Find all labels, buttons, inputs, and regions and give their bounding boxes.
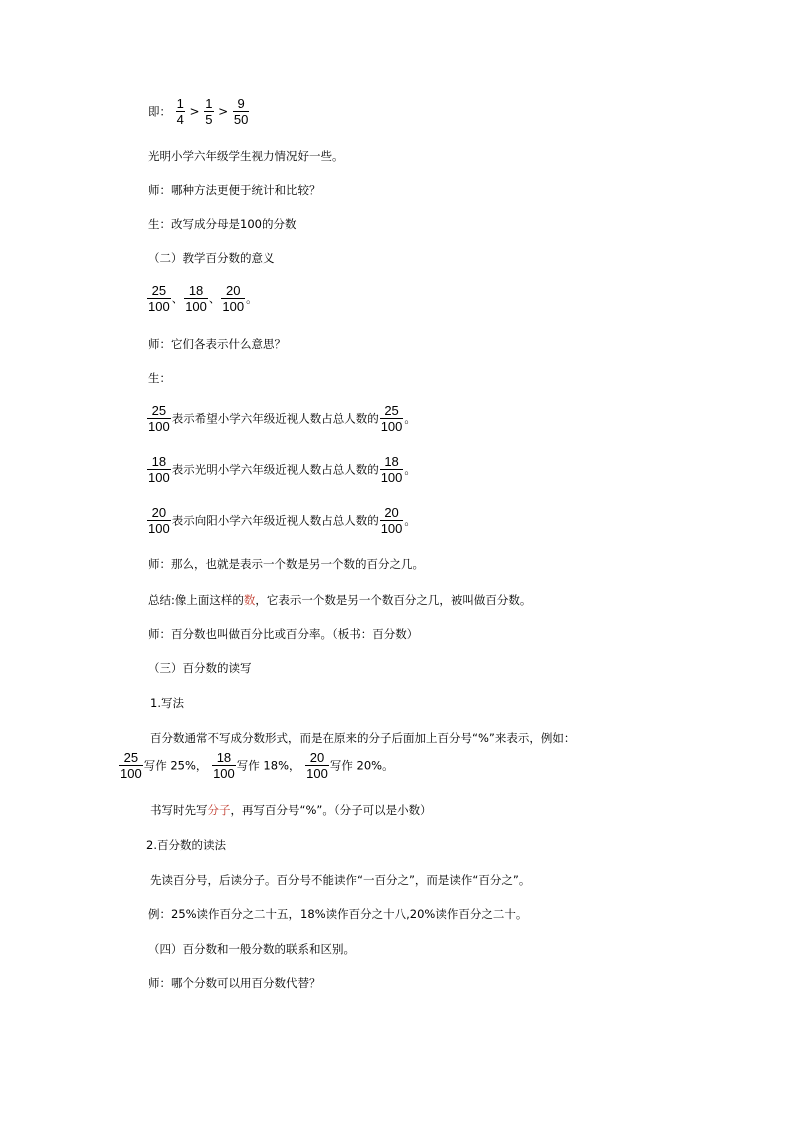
section-heading: （四）百分数和一般分数的联系和区别。 [148,942,355,956]
paragraph: 先读百分号，后读分子。百分号不能读作“一百分之”，而是读作“百分之”。 [150,873,531,887]
subheading: 2.百分数的读法 [146,838,226,852]
subheading: 1.写法 [150,696,184,710]
fraction: $\frac{9}{50}$ [233,96,249,127]
prefix: 即： [148,104,171,119]
paragraph: 师：哪个分数可以用百分数代替？ [148,976,321,990]
fraction: $\frac{25}{100}$ [148,403,170,434]
fraction: $\frac{18}{100}$ [185,283,207,314]
greater-sign: > [218,104,229,119]
note: 书写时先写分子，再写百分号“%”。（分子可以是小数） [150,803,432,817]
meaning-line: $\frac{18}{100}$ 表示光明小学六年级近视人数占总人数的 $\frac{18}{100}$ 。 [148,454,416,485]
paragraph: 师：那么，也就是表示一个数是另一个数的百分之几。 [148,557,424,571]
fraction: $\frac{1}{4}$ [176,96,184,127]
highlight: 数 [243,593,256,607]
paragraph: 百分数通常不写成分数形式，而是在原来的分子后面加上百分号“%”来表示，例如： [150,731,576,745]
fraction-list: $\frac{25}{100}$ 、 $\frac{18}{100}$ 、 $\frac{20}{100}$ 。 [148,283,258,314]
greater-sign: > [189,104,200,119]
summary: 总结:像上面这样的数，它表示一个数是另一个数百分之几，被叫做百分数。 [148,593,532,607]
section-heading: （三）百分数的读写 [148,661,252,675]
paragraph: 例：25%读作百分之二十五，18%读作百分之十八,20%读作百分之二十。 [148,907,528,921]
paragraph: 光明小学六年级学生视力情况好一些。 [148,149,344,163]
paragraph: 师：哪种方法更便于统计和比较？ [148,183,321,197]
fraction: $\frac{20}{100}$ [380,505,403,536]
highlight: 分子 [207,803,231,817]
paragraph: 师：它们各表示什么意思？ [148,337,286,351]
fraction: $\frac{25}{100}$ [120,750,142,781]
fraction: $\frac{18}{100}$ [380,454,403,485]
paragraph: 师：百分数也叫做百分比或百分率。（板书：百分数） [148,627,419,641]
comparison-line [148,96,250,127]
example-line: $\frac{25}{100}$ 写作 25%， $\frac{18}{100}$ 写作 18%， $\frac{20}{100}$ 写作 20%。 [120,750,394,781]
fraction: $\frac{20}{100}$ [222,283,245,314]
fraction: $\frac{1}{5}$ [205,96,213,127]
fraction: $\frac{18}{100}$ [213,750,235,781]
section-heading: （二）教学百分数的意义 [148,251,275,265]
fraction: $\frac{25}{100}$ [148,283,170,314]
fraction: $\frac{20}{100}$ [148,505,170,536]
paragraph: 生： [148,371,171,385]
meaning-line: $\frac{20}{100}$ 表示向阳小学六年级近视人数占总人数的 $\frac{20}{100}$ 。 [148,505,416,536]
fraction: $\frac{20}{100}$ [306,750,328,781]
meaning-line: $\frac{25}{100}$ 表示希望小学六年级近视人数占总人数的 $\frac{25}{100}$ 。 [148,403,416,434]
paragraph: 生：改写成分母是100的分数 [148,217,297,231]
fraction: $\frac{18}{100}$ [148,454,170,485]
fraction: $\frac{25}{100}$ [380,403,403,434]
